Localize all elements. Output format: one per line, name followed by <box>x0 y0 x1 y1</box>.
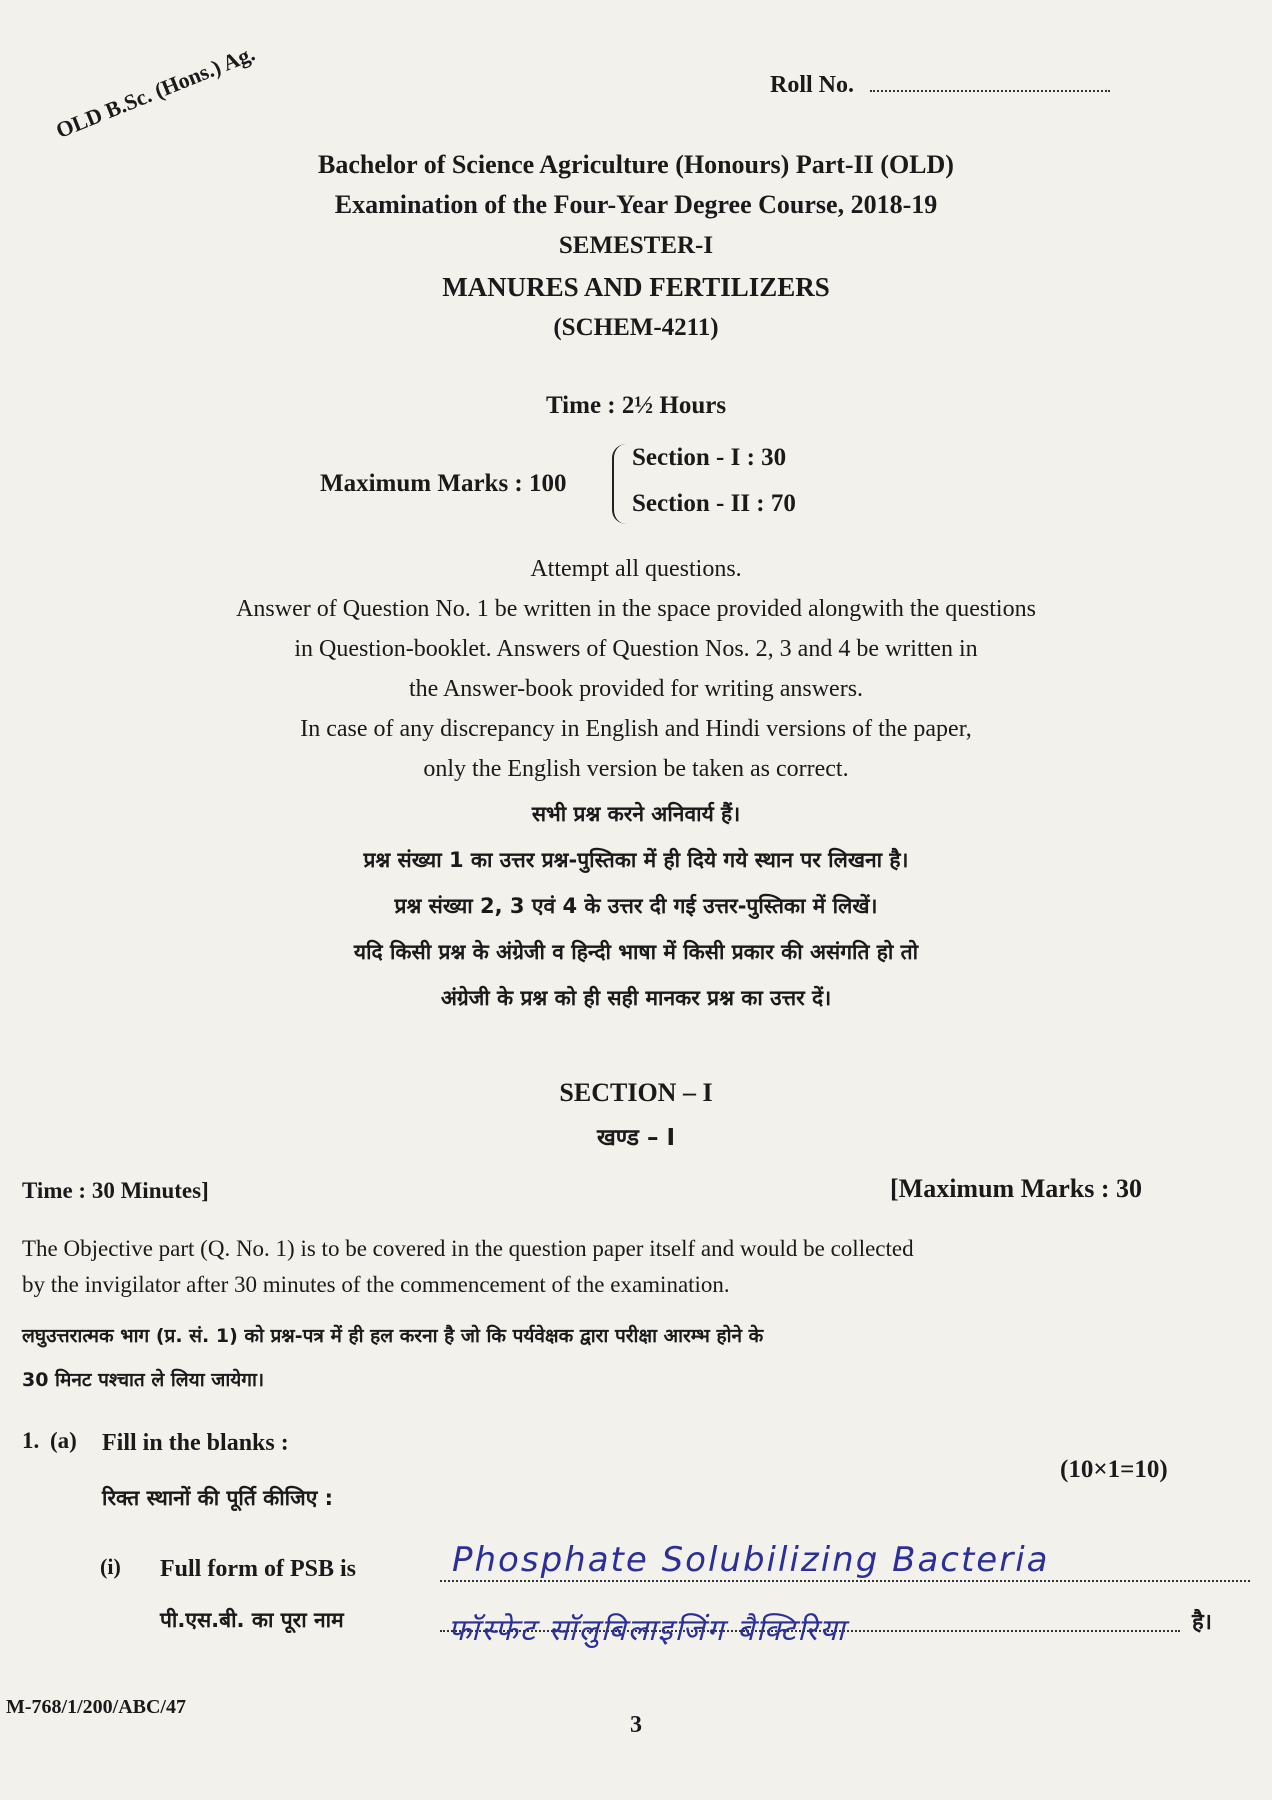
exam-subtitle: Examination of the Four-Year Degree Course, 2018-19 <box>334 190 938 219</box>
paper-code: M-768/1/200/ABC/47 <box>6 1696 186 1718</box>
question-prompt-hindi: रिक्त स्थानों की पूर्ति कीजिए : <box>102 1486 334 1510</box>
question-prompt: Fill in the blanks : <box>102 1430 289 1456</box>
maximum-marks: Maximum Marks : 100 <box>320 470 567 497</box>
question-number: 1. <box>22 1428 40 1453</box>
section-title-hindi: खण्ड – I <box>596 1125 676 1151</box>
exam-title: Bachelor of Science Agriculture (Honours) Part-II (OLD) <box>318 150 954 179</box>
instruction-line-hindi: सभी प्रश्न करने अनिवार्य हैं। <box>531 802 741 826</box>
instruction-line: Answer of Question No. 1 be written in the space provided alongwith the questions <box>236 596 1036 622</box>
instruction-line-hindi: प्रश्न संख्या 1 का उत्तर प्रश्न-पुस्तिका में ही दिये गये स्थान पर लिखना है। <box>363 848 909 872</box>
marks-brace <box>612 444 628 524</box>
handwritten-answer: Phosphate Solubilizing Bacteria <box>452 1540 1050 1580</box>
instruction-line: only the English version be taken as correct. <box>423 756 849 782</box>
section2-marks: Section - II : 70 <box>632 490 796 517</box>
course-code: OLD B.Sc. (Hons.) Ag. <box>52 40 259 144</box>
roll-no-field <box>870 90 1110 92</box>
instruction-line: in Question-booklet. Answers of Question Nos. 2, 3 and 4 be written in <box>294 636 978 662</box>
section-max-marks: [Maximum Marks : 30 <box>890 1174 1143 1203</box>
item-number: (i) <box>100 1554 121 1579</box>
instruction-line: In case of any discrepancy in English and Hindi versions of the paper, <box>300 716 972 742</box>
section-title: SECTION – I <box>559 1078 713 1107</box>
section-note: by the invigilator after 30 minutes of the commencement of the examination. <box>22 1272 730 1297</box>
instruction-line-hindi: यदि किसी प्रश्न के अंग्रेजी व हिन्दी भाषा में किसी प्रकार की असंगति हो तो <box>353 940 919 964</box>
roll-no-label: Roll No. <box>770 72 854 98</box>
instruction-line: the Answer-book provided for writing answers. <box>408 676 864 702</box>
item-question-hindi: पी.एस.बी. का पूरा नाम <box>160 1608 344 1632</box>
section-note: The Objective part (Q. No. 1) is to be covered in the question paper itself and would be collected <box>22 1236 914 1261</box>
subject-title: MANURES AND FERTILIZERS <box>442 272 830 302</box>
page-number: 3 <box>630 1712 642 1738</box>
question-part: (a) <box>50 1428 77 1453</box>
instruction-line-hindi: प्रश्न संख्या 2, 3 एवं 4 के उत्तर दी गई उत्तर-पुस्तिका में लिखें। <box>394 894 878 918</box>
answer-line <box>440 1580 1250 1582</box>
instruction-line-hindi: अंग्रेजी के प्रश्न को ही सही मानकर प्रश्न का उत्तर दें। <box>440 986 832 1010</box>
subject-code: (SCHEM-4211) <box>553 314 719 341</box>
section-note-hindi: लघुउत्तरात्मक भाग (प्र. सं. 1) को प्रश्न-पत्र में ही हल करना है जो कि पर्यवेक्षक द्वारा परीक्षा आरम्भ होने के <box>22 1325 764 1347</box>
instruction-line: Attempt all questions. <box>530 556 742 582</box>
section-time: Time : 30 Minutes] <box>22 1178 209 1203</box>
section-note-hindi: 30 मिनट पश्चात ले लिया जायेगा। <box>22 1369 265 1391</box>
item-question-hindi-end: है। <box>1192 1610 1213 1635</box>
exam-time: Time : 2½ Hours <box>545 392 727 419</box>
section1-marks: Section - I : 30 <box>632 444 787 471</box>
handwritten-answer-hindi: फॉस्फेट सॉलुबिलाइजिंग बैक्टिरिया <box>448 1613 847 1648</box>
roll-no <box>770 72 1110 99</box>
question-marks: (10×1=10) <box>1060 1456 1168 1483</box>
semester: SEMESTER-I <box>558 232 714 259</box>
item-question: Full form of PSB is <box>160 1556 356 1582</box>
